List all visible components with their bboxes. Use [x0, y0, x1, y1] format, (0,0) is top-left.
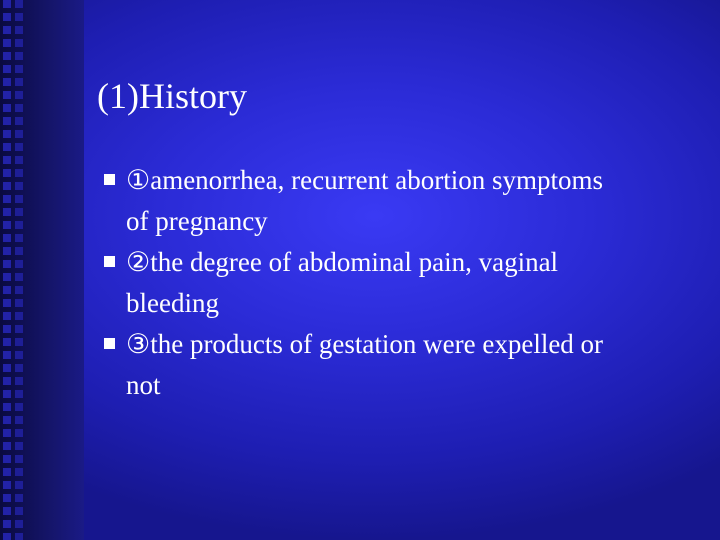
list-item — [104, 324, 704, 406]
list-item — [104, 242, 704, 324]
left-decorative-band — [0, 0, 84, 540]
decorative-square-column — [15, 0, 23, 540]
list-item — [104, 160, 704, 242]
square-bullet-icon — [104, 256, 115, 267]
square-bullet-icon — [104, 174, 115, 185]
bullet-list — [104, 160, 704, 406]
bullet-text: ②the degree of abdominal pain, vaginal bleeding — [126, 247, 559, 318]
slide-title: (1)History — [97, 76, 247, 116]
bullet-text: ①amenorrhea, recurrent abortion symptoms of pregnancy — [126, 165, 604, 236]
bullet-text: ③the products of gestation were expelled or not — [126, 329, 604, 400]
square-bullet-icon — [104, 338, 115, 349]
decorative-square-column — [3, 0, 11, 540]
